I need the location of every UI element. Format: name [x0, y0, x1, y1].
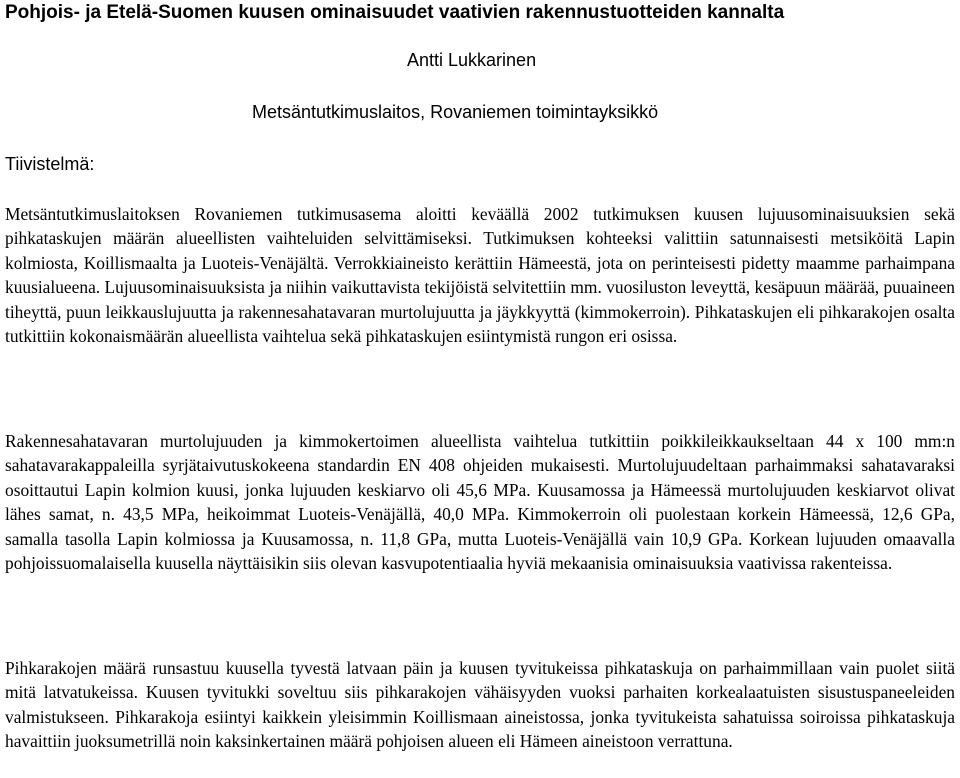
- abstract-paragraph-1: Metsäntutkimuslaitoksen Rovaniemen tutkimusasema aloitti keväällä 2002 tutkimuksen kuusen lujuusominaisuuksien sekä pihkataskujen määrän alueellisten vaihteluiden selvittämiseksi. Tutkimuksen kohteeksi valittiin satunnaisesti metsiköitä Lapin kolmiosta, Koillismaalta ja Luoteis-Venäjältä. Verrokkiaineisto kerättiin Hämeestä, jota on perinteisesti pidetty maamme parhaimpana kuusialueena. Lujuusominaisuuksista ja niihin vaikuttavista tekijöistä selvitettiin mm. vuosiluston leveyttä, kesäpuun määrää, puuaineen tiheyttä, puun leikkauslujuutta ja rakennesahatavaran murtolujuutta ja jäykkyyttä (kimmokerroin). Pihkataskujen eli pihkarakojen osalta tutkittiin kokonaismäärän alueellista vaihtelua sekä pihkataskujen esiintymistä rungon eri osissa.: [5, 204, 955, 347]
- document-title: Pohjois- ja Etelä-Suomen kuusen ominaisuudet vaativien rakennustuotteiden kannalta: [5, 2, 785, 23]
- abstract-label: Tiivistelmä:: [5, 154, 95, 174]
- abstract-paragraph-2: Rakennesahatavaran murtolujuuden ja kimmokertoimen alueellista vaihtelua tutkittiin poikkileikkaukseltaan 44 x 100 mm:n sahatavarakappaleilla syrjätaivutuskokeena standardin EN 408 ohjeiden mukaisesti. Murtolujuudeltaan parhaimmaksi sahatavaraksi osoittautui Lapin kolmion kuusi, jonka lujuuden keskiarvo oli 45,6 MPa. Kuusamossa ja Hämeessä murtolujuuden keskiarvot olivat lähes samat, n. 43,5 MPa, heikoimmat Luoteis-Venäjällä, 40,0 MPa. Kimmokerroin oli puolestaan korkein Hämeessä, 12,6 GPa, samalla tasolla Lapin kolmiossa ja Kuusamossa, n. 11,8 GPa, mutta Luoteis-Venäjällä vain 10,9 GPa. Korkean lujuuden omaavalla pohjoissuomalaisella kuusella näyttäisikin siis olevan kasvupotentiaalia hyviä mekaanisia ominaisuuksia vaativissa rakenteissa.: [5, 431, 955, 574]
- author-affiliation: Metsäntutkimuslaitos, Rovaniemen toimintayksikkö: [252, 102, 659, 122]
- author-name: Antti Lukkarinen: [407, 50, 537, 70]
- abstract-paragraph-3: Pihkarakojen määrä runsastuu kuusella tyvestä latvaan päin ja kuusen tyvitukeissa pihkataskuja on parhaimmillaan vain puolet siitä mitä latvatukeissa. Kuusen tyvitukki soveltuu siis pihkarakojen vähäisyyden vuoksi parhaiten korkealaatuisten sisustuspaneeleiden valmistukseen. Pihkarakoja esiintyi kaikkein yleisimmin Koillismaan aineistossa, jonka tyvitukeista sahatuissa soiroissa pihkataskuja havaittiin juoksumetrillä noin kaksinkertainen määrä pohjoisen alueen eli Hämeen aineistoon verrattuna.: [5, 658, 955, 752]
